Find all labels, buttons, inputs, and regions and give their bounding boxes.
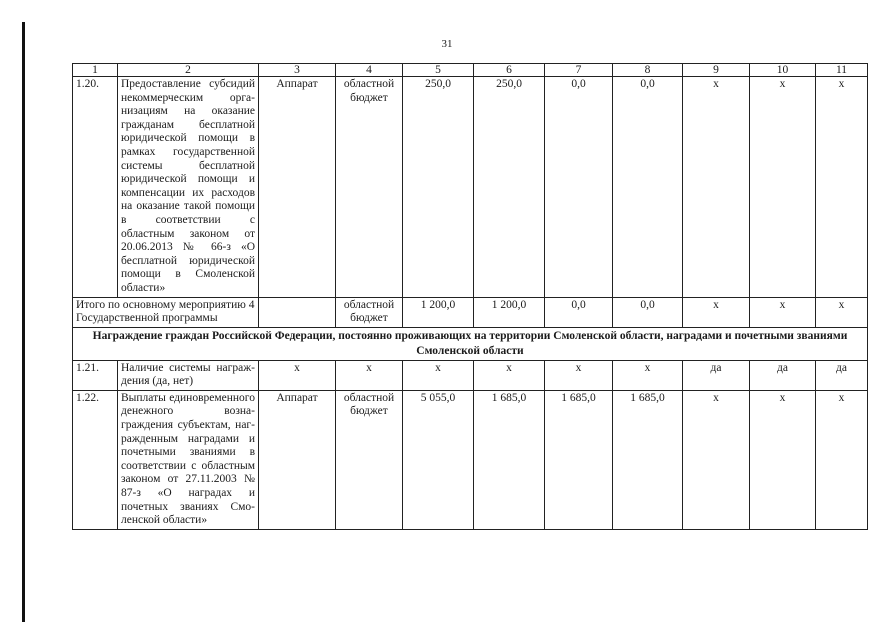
table-row: [73, 77, 868, 298]
column-header: 1: [73, 64, 118, 77]
value-cell: 250,0: [403, 77, 474, 298]
value-cell: х: [816, 77, 868, 298]
value-cell: да: [683, 360, 750, 390]
table-row-total: [73, 297, 868, 327]
value-cell: 1 200,0: [474, 297, 545, 327]
value-cell: х: [750, 297, 816, 327]
value-cell: х: [545, 360, 613, 390]
executor-cell: Аппарат: [259, 77, 336, 298]
value-cell: 5 055,0: [403, 390, 474, 529]
column-header: 3: [259, 64, 336, 77]
row-number: 1.22.: [73, 390, 118, 529]
table-row: [73, 390, 868, 529]
column-header: 5: [403, 64, 474, 77]
value-cell: 0,0: [545, 297, 613, 327]
value-cell: х: [613, 360, 683, 390]
column-header: 9: [683, 64, 750, 77]
measure-name: Выплаты единовременного денежного вознаграждения субъектам, награжденным наградами и почетными званиями в соответствии с областным законом от 27.11.2003 № 87-з «О наградах и почетных званиях Смоленской области»: [118, 390, 259, 529]
budget-table: [72, 63, 868, 530]
value-cell: 0,0: [613, 297, 683, 327]
row-number: 1.21.: [73, 360, 118, 390]
scan-edge-line: [22, 22, 25, 622]
value-cell: х: [683, 77, 750, 298]
value-cell: х: [683, 297, 750, 327]
value-cell: х: [750, 77, 816, 298]
value-cell: 1 685,0: [545, 390, 613, 529]
value-cell: х: [816, 297, 868, 327]
column-header: 6: [474, 64, 545, 77]
total-label: Итого по основному мероприятию 4 Государственной программы: [73, 297, 259, 327]
column-header: 2: [118, 64, 259, 77]
section-title: Награждение граждан Российской Федерации, постоянно проживающих на территории Смоленской области, наградами и почетными званиями Смоленской области: [73, 327, 868, 360]
column-header: 11: [816, 64, 868, 77]
executor-cell: [259, 297, 336, 327]
value-cell: 0,0: [545, 77, 613, 298]
value-cell: да: [816, 360, 868, 390]
column-header: 8: [613, 64, 683, 77]
value-cell: х: [474, 360, 545, 390]
column-header: 7: [545, 64, 613, 77]
funding-source-cell: х: [336, 360, 403, 390]
column-header: 10: [750, 64, 816, 77]
page-number: 31: [441, 38, 453, 50]
value-cell: 1 200,0: [403, 297, 474, 327]
funding-source-cell: областной бюджет: [336, 390, 403, 529]
section-header-row: [73, 327, 868, 360]
value-cell: 250,0: [474, 77, 545, 298]
funding-source-cell: областной бюджет: [336, 77, 403, 298]
table-row: [73, 360, 868, 390]
value-cell: х: [683, 390, 750, 529]
value-cell: 1 685,0: [474, 390, 545, 529]
value-cell: х: [816, 390, 868, 529]
value-cell: х: [750, 390, 816, 529]
executor-cell: х: [259, 360, 336, 390]
column-header: 4: [336, 64, 403, 77]
column-number-row: [73, 64, 868, 77]
value-cell: 0,0: [613, 77, 683, 298]
funding-source-cell: областной бюджет: [336, 297, 403, 327]
measure-name: Предоставление субсидий некоммерческим организациям на оказание гражданам бесплатной юридической помощи в рамках государственной системы бесплатной юридической помощи и компенсации их расходов на оказание такой помощи в соответствии с областным законом от 20.06.2013 № 66-з «О бесплатной юридической помощи в Смоленской области»: [118, 77, 259, 298]
measure-name: Наличие системы награждения (да, нет): [118, 360, 259, 390]
value-cell: х: [403, 360, 474, 390]
value-cell: да: [750, 360, 816, 390]
value-cell: 1 685,0: [613, 390, 683, 529]
row-number: 1.20.: [73, 77, 118, 298]
executor-cell: Аппарат: [259, 390, 336, 529]
